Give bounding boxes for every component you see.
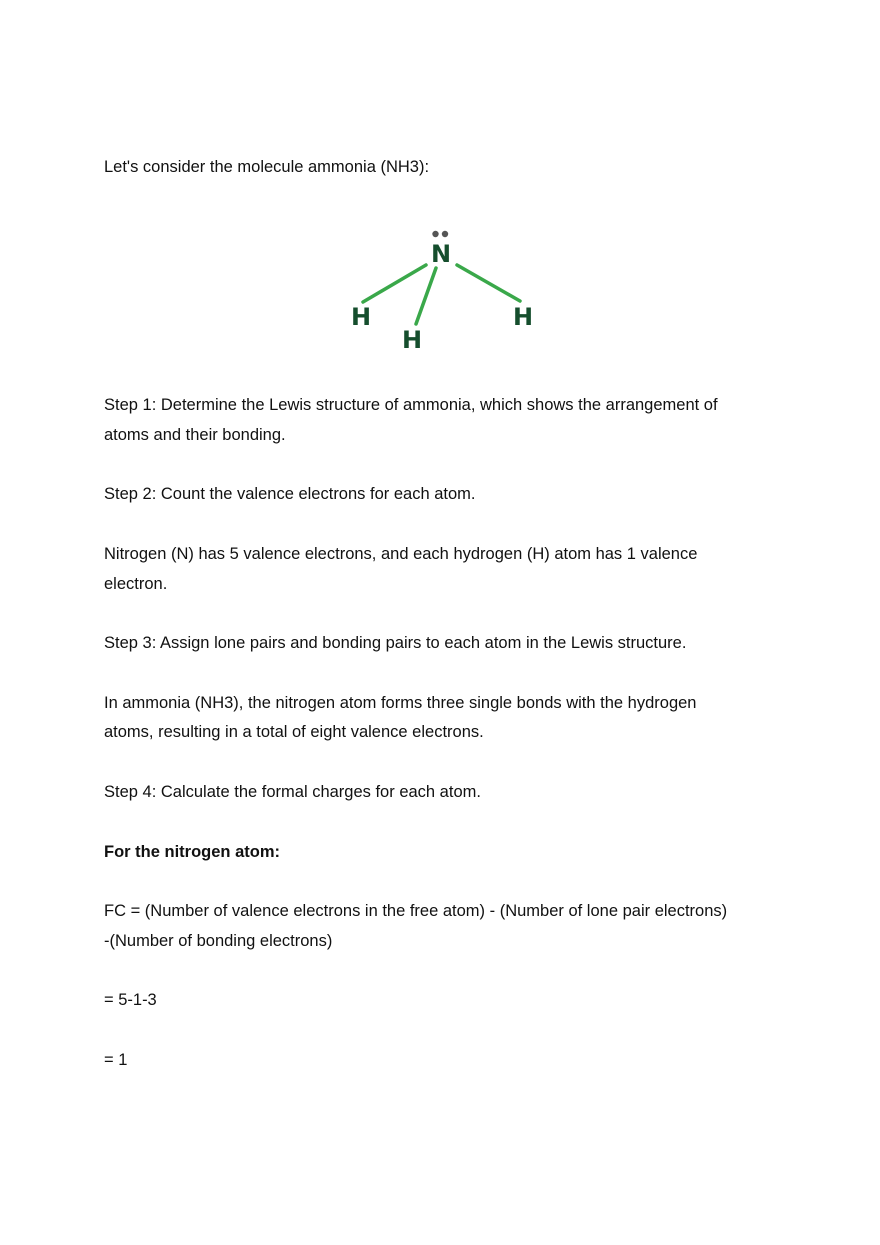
bond-n-h-left <box>363 265 426 302</box>
formula-line1: FC = (Number of valence electrons in the free atom) - (Number of lone pair electrons) <box>104 902 728 920</box>
nitrogen-heading: For the nitrogen atom: <box>104 843 280 861</box>
formula-line2: -(Number of bonding electrons) <box>104 932 333 950</box>
valence-line2: electron. <box>104 575 168 593</box>
step1-line1: Step 1: Determine the Lewis structure of ammonia, which shows the arrangement of <box>104 396 718 414</box>
calc-step: = 5-1-3 <box>104 991 157 1009</box>
lone-pair-electron <box>432 231 438 237</box>
atom-hydrogen-left: H <box>350 303 372 331</box>
step2-text: Step 2: Count the valence electrons for each atom. <box>104 485 476 503</box>
step4-text: Step 4: Calculate the formal charges for each atom. <box>104 783 481 801</box>
calc-result: = 1 <box>104 1051 128 1069</box>
bond-n-h-bottom <box>416 268 436 324</box>
atom-hydrogen-bottom: H <box>401 326 423 354</box>
ammonia-lewis-structure <box>340 222 540 357</box>
bond-n-h-right <box>457 265 520 301</box>
step3-text: Step 3: Assign lone pairs and bonding pairs to each atom in the Lewis structure. <box>104 634 687 652</box>
bonds-line1: In ammonia (NH3), the nitrogen atom forms three single bonds with the hydrogen <box>104 694 697 712</box>
intro-text: Let's consider the molecule ammonia (NH3): <box>104 158 430 176</box>
step1-line2: atoms and their bonding. <box>104 426 286 444</box>
lone-pair-electron <box>442 231 448 237</box>
valence-line1: Nitrogen (N) has 5 valence electrons, and each hydrogen (H) atom has 1 valence <box>104 545 698 563</box>
atom-hydrogen-right: H <box>512 303 534 331</box>
atom-nitrogen: N <box>430 240 452 268</box>
bonds-line2: atoms, resulting in a total of eight valence electrons. <box>104 723 484 741</box>
